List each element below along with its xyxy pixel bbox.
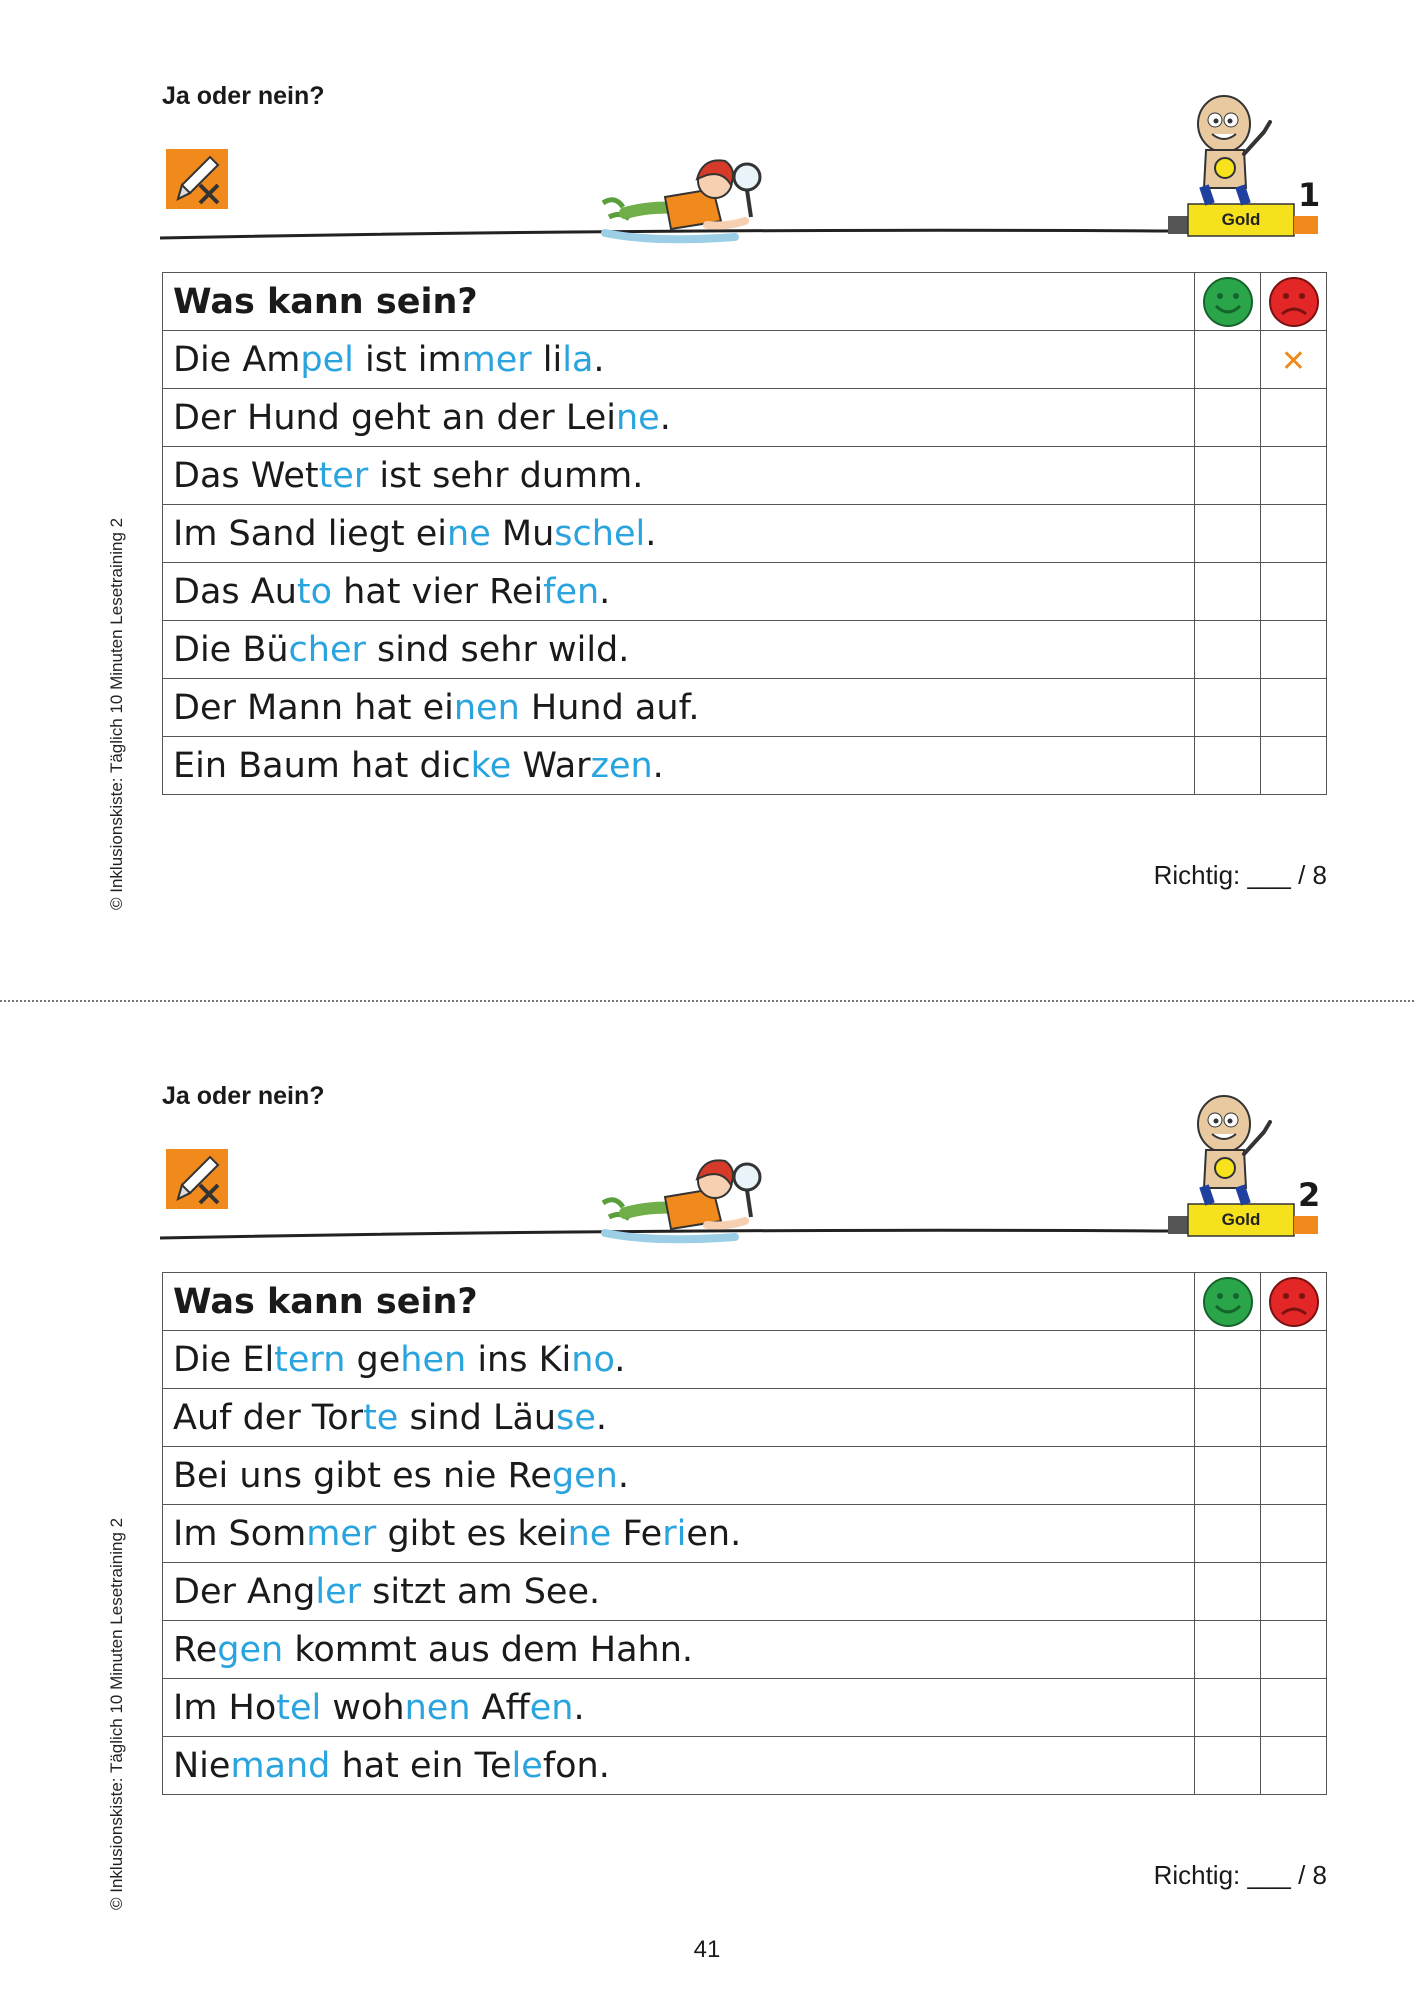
- answer-no-cell[interactable]: [1261, 1737, 1327, 1795]
- sentence-text: Das Wet: [173, 455, 319, 496]
- question-row: [163, 1505, 1327, 1563]
- sentence-text: fon.: [542, 1745, 610, 1786]
- sentence-text: Auf der Tor: [173, 1397, 364, 1438]
- answer-yes-cell[interactable]: [1195, 1679, 1261, 1737]
- sentence-text: Fe: [611, 1513, 663, 1554]
- sentence-text: sind sehr wild.: [365, 629, 630, 670]
- answer-no-cell[interactable]: [1261, 1331, 1327, 1389]
- pencil-icon: [164, 1145, 232, 1213]
- sentence-text: Der Hund geht an der Lei: [173, 397, 616, 438]
- green-smiley-icon: [1202, 276, 1254, 328]
- sentence-text: en.: [686, 1513, 742, 1554]
- sentence-text: li: [531, 339, 563, 380]
- answer-yes-cell[interactable]: [1195, 563, 1261, 621]
- answer-no-cell[interactable]: [1261, 505, 1327, 563]
- sentence-text: .: [599, 571, 611, 612]
- answer-yes-cell[interactable]: [1195, 389, 1261, 447]
- question-sentence: [163, 447, 1195, 505]
- copyright-credit: © Inklusionskiste: Täglich 10 Minuten Lesetraining 2: [107, 517, 126, 910]
- question-sentence: [163, 1389, 1195, 1447]
- answer-yes-cell[interactable]: [1195, 1621, 1261, 1679]
- sentence-text: hat ein Te: [330, 1745, 512, 1786]
- smiley-no-header: [1261, 273, 1327, 331]
- highlighted-syllable: se: [556, 1397, 596, 1438]
- sentence-text: Re: [173, 1629, 218, 1670]
- quiz-table: [162, 272, 1327, 795]
- question-sentence: [163, 1331, 1195, 1389]
- sentence-text: Im Som: [173, 1513, 307, 1554]
- question-row: [163, 1679, 1327, 1737]
- sentence-text: Nie: [173, 1745, 231, 1786]
- question-sentence: [163, 563, 1195, 621]
- answer-no-cell[interactable]: [1261, 621, 1327, 679]
- pencil-icon: [164, 145, 232, 213]
- question-sentence: [163, 505, 1195, 563]
- girl-with-magnifier-illustration: [595, 1145, 795, 1245]
- highlighted-syllable: fen: [529, 1687, 574, 1728]
- question-row: [163, 1737, 1327, 1795]
- sentence-text: Die Am: [173, 339, 301, 380]
- highlighted-syllable: la: [562, 339, 594, 380]
- sentence-text: gibt es kei: [376, 1513, 568, 1554]
- highlighted-syllable: mer: [306, 1513, 377, 1554]
- answer-no-cell[interactable]: [1261, 447, 1327, 505]
- question-row: [163, 1563, 1327, 1621]
- highlighted-syllable: nen: [404, 1687, 471, 1728]
- green-smiley-icon: [1202, 1276, 1254, 1328]
- question-row: [163, 737, 1327, 795]
- question-sentence: [163, 331, 1195, 389]
- answer-yes-cell[interactable]: [1195, 1505, 1261, 1563]
- question-sentence: [163, 1447, 1195, 1505]
- smiley-yes-header: [1195, 273, 1261, 331]
- highlighted-syllable: tern: [274, 1339, 346, 1380]
- table-header-row: [163, 1273, 1327, 1331]
- highlighted-syllable: ler: [315, 1571, 361, 1612]
- sentence-text: sind Läu: [398, 1397, 557, 1438]
- sentence-text: .: [573, 1687, 585, 1728]
- sentence-text: ist im: [353, 339, 462, 380]
- sentence-text: Mu: [490, 513, 555, 554]
- question-row: [163, 447, 1327, 505]
- question-row: [163, 679, 1327, 737]
- copyright-credit: © Inklusionskiste: Täglich 10 Minuten Lesetraining 2: [107, 1517, 126, 1910]
- instruction-heading: Ja oder nein?: [162, 1082, 325, 1110]
- podium-label: Gold: [1221, 1210, 1261, 1229]
- sentence-text: ist sehr dumm.: [368, 455, 644, 496]
- highlighted-syllable: gen: [551, 1455, 618, 1496]
- sentence-text: .: [652, 745, 664, 786]
- question-row: [163, 505, 1327, 563]
- exercise-card: [0, 1000, 1414, 1890]
- sentence-text: .: [595, 1397, 608, 1438]
- red-frowny-icon: [1268, 276, 1320, 328]
- question-row: [163, 563, 1327, 621]
- answer-yes-cell[interactable]: [1195, 679, 1261, 737]
- answer-no-cell[interactable]: [1261, 737, 1327, 795]
- question-sentence: [163, 621, 1195, 679]
- girl-with-magnifier-illustration: [595, 145, 795, 245]
- sentence-text: Ein Baum hat dic: [173, 745, 471, 786]
- sentence-text: Der Ang: [173, 1571, 316, 1612]
- answer-no-cell[interactable]: [1261, 1389, 1327, 1447]
- sentence-text: Im Sand liegt ei: [173, 513, 448, 554]
- question-sentence: [163, 1737, 1195, 1795]
- answer-no-cell[interactable]: [1261, 1447, 1327, 1505]
- level-number: 1: [1298, 176, 1321, 214]
- sentence-text: .: [659, 397, 671, 438]
- answer-yes-cell[interactable]: [1195, 1447, 1261, 1505]
- sentence-text: Das Au: [173, 571, 297, 612]
- sentence-text: War: [511, 745, 591, 786]
- answer-no-cell[interactable]: [1261, 679, 1327, 737]
- answer-no-cell[interactable]: [1261, 563, 1327, 621]
- question-row: [163, 1389, 1327, 1447]
- answer-yes-cell[interactable]: [1195, 505, 1261, 563]
- answer-yes-cell[interactable]: [1195, 1389, 1261, 1447]
- highlighted-syllable: hen: [400, 1339, 467, 1380]
- highlighted-syllable: nen: [453, 687, 520, 728]
- sentence-text: Im Ho: [173, 1687, 277, 1728]
- question-row: [163, 389, 1327, 447]
- question-row: [163, 1331, 1327, 1389]
- question-row: [163, 1447, 1327, 1505]
- sentence-text: .: [617, 1455, 629, 1496]
- sentence-text: Die Bü: [173, 629, 289, 670]
- quiz-table: [162, 1272, 1327, 1795]
- highlighted-syllable: ri: [662, 1513, 687, 1554]
- sentence-text: Die El: [173, 1339, 275, 1380]
- sentence-text: .: [614, 1339, 626, 1380]
- question-row: [163, 331, 1327, 389]
- exercise-card: [0, 0, 1414, 890]
- highlighted-syllable: cher: [288, 629, 366, 670]
- highlighted-syllable: ne: [447, 513, 491, 554]
- answer-yes-cell[interactable]: [1195, 1331, 1261, 1389]
- sentence-text: sitzt am See.: [361, 1571, 601, 1612]
- sentence-text: ge: [345, 1339, 401, 1380]
- cross-mark-icon: ✕: [1280, 343, 1307, 379]
- highlighted-syllable: zen: [590, 745, 653, 786]
- smiley-no-header: [1261, 1273, 1327, 1331]
- question-row: [163, 621, 1327, 679]
- table-header-question: Was kann sein?: [163, 1273, 1195, 1331]
- highlighted-syllable: mand: [230, 1745, 331, 1786]
- answer-no-cell[interactable]: [1261, 1621, 1327, 1679]
- sentence-text: Bei uns gibt es nie Re: [173, 1455, 552, 1496]
- sentence-text: Hund auf.: [519, 687, 700, 728]
- page-number: 41: [693, 1936, 721, 1963]
- level-number: 2: [1298, 1176, 1321, 1214]
- sentence-text: .: [593, 339, 605, 380]
- sentence-text: Der Mann hat ei: [173, 687, 454, 728]
- question-row: [163, 1621, 1327, 1679]
- sentence-text: hat vier Rei: [332, 571, 544, 612]
- highlighted-syllable: ne: [615, 397, 660, 438]
- answer-no-cell[interactable]: [1261, 331, 1327, 389]
- sentence-text: .: [645, 513, 657, 554]
- question-sentence: [163, 1679, 1195, 1737]
- question-sentence: [163, 389, 1195, 447]
- highlighted-syllable: ke: [470, 745, 512, 786]
- highlighted-syllable: gen: [217, 1629, 284, 1670]
- sentence-text: ins Ki: [466, 1339, 572, 1380]
- question-sentence: [163, 1505, 1195, 1563]
- answer-yes-cell[interactable]: [1195, 737, 1261, 795]
- highlighted-syllable: le: [511, 1745, 543, 1786]
- sentence-text: kommt aus dem Hahn.: [283, 1629, 694, 1670]
- question-sentence: [163, 679, 1195, 737]
- answer-yes-cell[interactable]: [1195, 447, 1261, 505]
- table-header-question: Was kann sein?: [163, 273, 1195, 331]
- score-line: Richtig: ___ / 8: [1153, 1860, 1327, 1890]
- highlighted-syllable: ter: [318, 455, 369, 496]
- highlighted-syllable: tel: [276, 1687, 322, 1728]
- answer-no-cell[interactable]: [1261, 1505, 1327, 1563]
- answer-yes-cell[interactable]: [1195, 621, 1261, 679]
- highlighted-syllable: ne: [567, 1513, 612, 1554]
- score-line: Richtig: ___ / 8: [1153, 860, 1327, 890]
- highlighted-syllable: pel: [300, 339, 354, 380]
- podium-label: Gold: [1221, 210, 1261, 229]
- table-header-row: [163, 273, 1327, 331]
- highlighted-syllable: fen: [543, 571, 600, 612]
- highlighted-syllable: te: [363, 1397, 399, 1438]
- highlighted-syllable: to: [296, 571, 333, 612]
- answer-yes-cell[interactable]: [1195, 1563, 1261, 1621]
- highlighted-syllable: schel: [554, 513, 646, 554]
- highlighted-syllable: mer: [461, 339, 532, 380]
- sentence-text: Af: [470, 1687, 530, 1728]
- sentence-text: woh: [321, 1687, 405, 1728]
- answer-yes-cell[interactable]: [1195, 331, 1261, 389]
- answer-no-cell[interactable]: [1261, 389, 1327, 447]
- question-sentence: [163, 737, 1195, 795]
- question-sentence: [163, 1563, 1195, 1621]
- question-sentence: [163, 1621, 1195, 1679]
- highlighted-syllable: no: [571, 1339, 615, 1380]
- answer-no-cell[interactable]: [1261, 1563, 1327, 1621]
- answer-no-cell[interactable]: [1261, 1679, 1327, 1737]
- smiley-yes-header: [1195, 1273, 1261, 1331]
- red-frowny-icon: [1268, 1276, 1320, 1328]
- instruction-heading: Ja oder nein?: [162, 82, 325, 110]
- answer-yes-cell[interactable]: [1195, 1737, 1261, 1795]
